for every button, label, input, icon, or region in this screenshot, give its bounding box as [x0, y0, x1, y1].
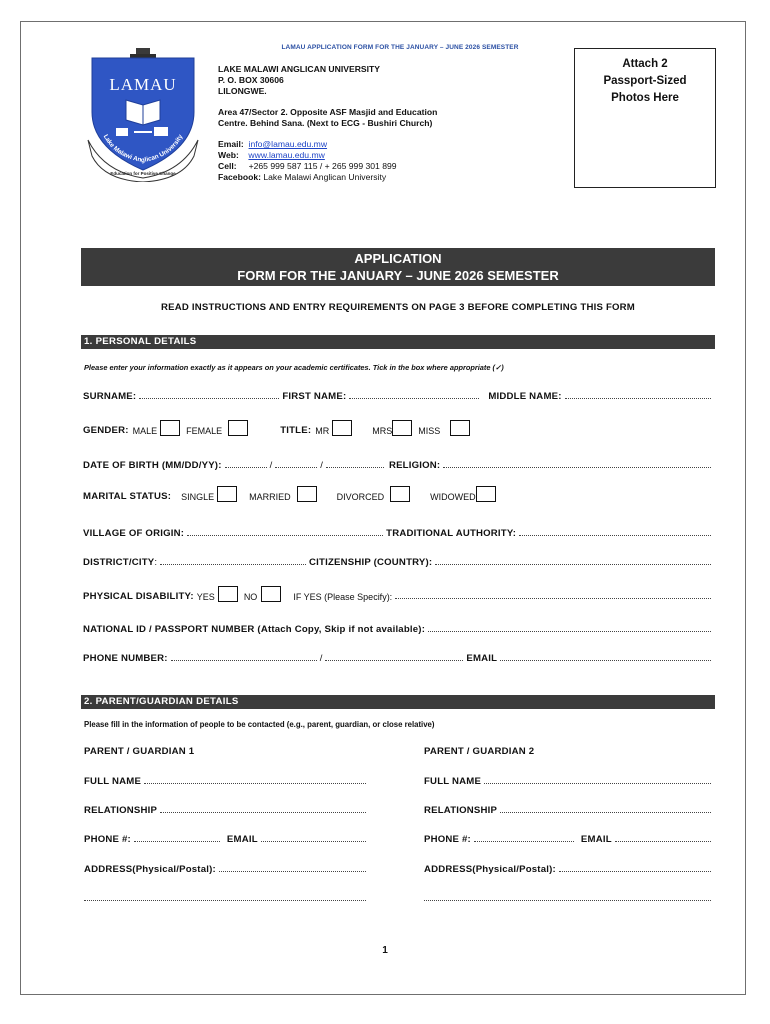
widowed-checkbox[interactable] — [476, 486, 496, 502]
surname-field[interactable] — [139, 398, 279, 399]
single-checkbox[interactable] — [217, 486, 237, 502]
district-row: DISTRICT/CITY : CITIZENSHIP (COUNTRY): — [83, 554, 714, 568]
guardian-1-address-field[interactable] — [219, 871, 366, 872]
guardian-1-title: PARENT / GUARDIAN 1 — [84, 746, 195, 757]
banner-line-2: FORM FOR THE JANUARY – JUNE 2026 SEMESTER — [237, 268, 559, 283]
guardian-2-address-field[interactable] — [559, 871, 711, 872]
guardian-1-phone-field[interactable] — [134, 841, 220, 842]
dob-religion-row: DATE OF BIRTH (MM/DD/YY): / / RELIGION: — [83, 457, 714, 471]
village-row: VILLAGE OF ORIGIN: TRADITIONAL AUTHORITY: — [83, 525, 714, 539]
disability-yes-checkbox[interactable] — [218, 586, 238, 602]
form-title-banner — [81, 248, 715, 286]
guardian-1-column: PARENT / GUARDIAN 1 FULL NAME RELATIONSHIP PHONE #: EMAIL ADDRESS(Physical/Postal): — [84, 746, 369, 757]
male-checkbox[interactable] — [160, 420, 180, 436]
university-logo — [84, 48, 202, 182]
phone-email-row: PHONE NUMBER: / EMAIL — [83, 650, 714, 664]
gender-title-row: GENDER : MALE FEMALE TITLE : MR MRS MISS — [83, 418, 714, 436]
personal-details-note: Please enter your information exactly as it appears on your academic certificates. Tick in the box where appropriate (✓) — [84, 363, 504, 372]
phone-1-field[interactable] — [171, 660, 317, 661]
guardian-2-column: PARENT / GUARDIAN 2 FULL NAME RELATIONSHIP PHONE #: EMAIL ADDRESS(Physical/Postal): — [424, 746, 714, 757]
email-link[interactable]: info@lamau.edu.mw — [248, 139, 328, 149]
marital-status-row: MARITAL STATUS : SINGLE MARRIED DIVORCED WIDOWED — [83, 484, 714, 502]
dob-year-field[interactable] — [326, 467, 384, 468]
citizenship-field[interactable] — [435, 564, 711, 565]
address-line-1: Area 47/Sector 2. Opposite ASF Masjid and Education — [218, 107, 438, 117]
village-field[interactable] — [187, 535, 383, 536]
svg-text:Education for Positive Change: Education for Positive Change — [110, 171, 176, 176]
guardian-1-relationship-field[interactable] — [160, 812, 366, 813]
personal-details-heading: 1. PERSONAL DETAILS — [81, 335, 715, 349]
web-link[interactable]: www.lamau.edu.mw — [248, 150, 325, 160]
photo-attachment-box: Attach 2 Passport-Sized Photos Here — [574, 48, 716, 188]
middle-name-field[interactable] — [565, 398, 711, 399]
disability-row: PHYSICAL DISABILITY: YES NO IF YES (Please Specify): — [83, 584, 714, 602]
guardian-1-email-field[interactable] — [261, 841, 366, 842]
guardian-1-full-name-field[interactable] — [144, 783, 366, 784]
facebook-line: Facebook: Lake Malawi Anglican University — [218, 172, 387, 182]
email-line: Email: info@lamau.edu.mw — [218, 139, 328, 149]
svg-text:LAMAU: LAMAU — [109, 75, 177, 94]
female-checkbox[interactable] — [228, 420, 248, 436]
district-field[interactable] — [160, 564, 306, 565]
guardian-2-email-field[interactable] — [615, 841, 711, 842]
web-line: Web: www.lamau.edu.mw — [218, 150, 325, 160]
svg-text:Lake Malawi Anglican Universit: Lake Malawi Anglican University — [101, 133, 185, 165]
guardian-1-address-line-2[interactable] — [84, 900, 366, 901]
mrs-checkbox[interactable] — [392, 420, 412, 436]
address-line-2: Centre. Behind Sana. (Next to ECG - Bushiri Church) — [218, 118, 433, 128]
guardian-2-title: PARENT / GUARDIAN 2 — [424, 746, 535, 757]
traditional-authority-field[interactable] — [519, 535, 711, 536]
guardian-2-full-name-field[interactable] — [484, 783, 711, 784]
page-number: 1 — [382, 945, 388, 956]
university-name: LAKE MALAWI ANGLICAN UNIVERSITY — [218, 64, 381, 74]
banner-line-1: APPLICATION — [354, 251, 442, 266]
cell-line: Cell: +265 999 587 115 / + 265 999 301 899 — [218, 161, 397, 171]
religion-field[interactable] — [443, 467, 711, 468]
disability-no-checkbox[interactable] — [261, 586, 281, 602]
married-checkbox[interactable] — [297, 486, 317, 502]
form-top-title: LAMAU APPLICATION FORM FOR THE JANUARY – JUNE 2026 SEMESTER — [281, 44, 519, 51]
dob-day-field[interactable] — [275, 467, 317, 468]
first-name-field[interactable] — [349, 398, 479, 399]
email-field[interactable] — [500, 660, 711, 661]
name-row: SURNAME: FIRST NAME: MIDDLE NAME: — [83, 388, 714, 402]
phone-2-field[interactable] — [325, 660, 463, 661]
guardian-details-heading: 2. PARENT/GUARDIAN DETAILS — [81, 695, 715, 709]
po-box: P. O. BOX 30606 — [218, 75, 284, 85]
city: LILONGWE. — [218, 86, 267, 96]
national-id-field[interactable] — [428, 631, 711, 632]
guardian-2-relationship-field[interactable] — [500, 812, 711, 813]
guardian-details-note: Please fill in the information of people to be contacted (e.g., parent, guardian, or close relative) — [84, 720, 435, 729]
dob-month-field[interactable] — [225, 467, 267, 468]
guardian-2-address-line-2[interactable] — [424, 900, 711, 901]
disability-specify-field[interactable] — [395, 598, 711, 599]
instructions-notice: READ INSTRUCTIONS AND ENTRY REQUIREMENTS ON PAGE 3 BEFORE COMPLETING THIS FORM — [161, 302, 635, 313]
national-id-row: NATIONAL ID / PASSPORT NUMBER (Attach Copy, Skip if not available): — [83, 621, 714, 635]
mr-checkbox[interactable] — [332, 420, 352, 436]
miss-checkbox[interactable] — [450, 420, 470, 436]
guardian-2-phone-field[interactable] — [474, 841, 574, 842]
divorced-checkbox[interactable] — [390, 486, 410, 502]
university-contact-block — [218, 64, 437, 183]
